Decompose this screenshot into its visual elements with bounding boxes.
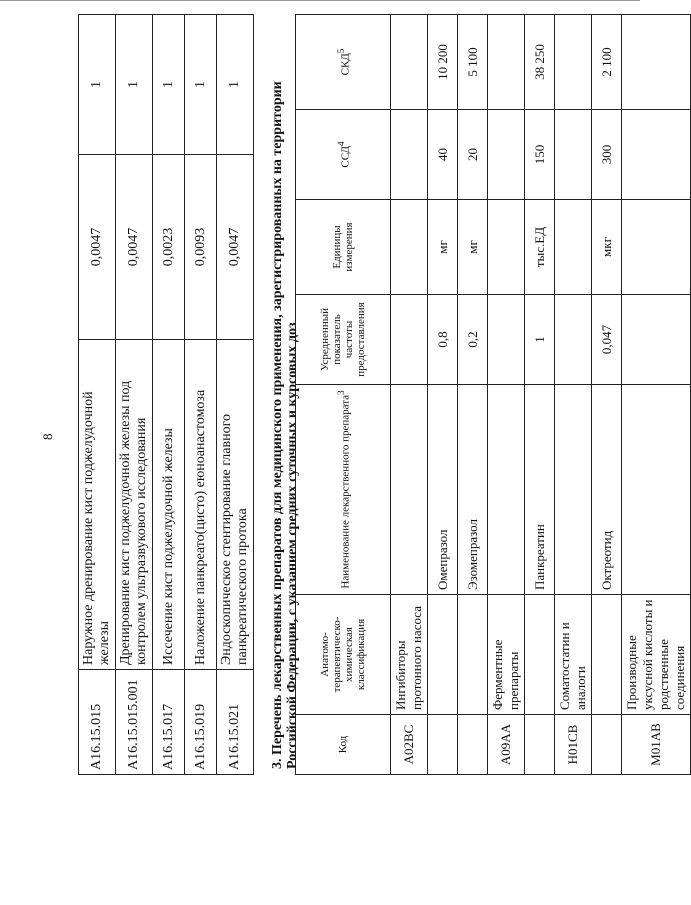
cell-code: M01AB	[622, 715, 691, 775]
header-skd	[296, 15, 391, 110]
cell-skd: 38 250	[525, 15, 555, 110]
cell-drug	[488, 385, 525, 595]
cell-code	[525, 715, 555, 775]
header-skd-label: СКД	[339, 53, 352, 76]
cell-frequency	[488, 295, 525, 385]
cell-atc	[458, 595, 488, 715]
service-frequency: 0,0047	[217, 155, 254, 340]
cell-skd: 5 100	[458, 15, 488, 110]
cell-drug: Панкреатин	[525, 385, 555, 595]
drug-table	[295, 14, 691, 775]
service-multiplicity: 1	[79, 15, 116, 155]
service-code: A16.15.015	[79, 670, 116, 775]
drug-row	[488, 15, 525, 775]
cell-units	[488, 200, 525, 295]
cell-units: тыс.ЕД	[525, 200, 555, 295]
cell-frequency: 0,047	[592, 295, 622, 385]
cell-frequency	[555, 295, 592, 385]
cell-skd: 10 200	[428, 15, 458, 110]
cell-atc: Ферментные препараты	[488, 595, 525, 715]
cell-units	[391, 200, 428, 295]
drug-row	[555, 15, 592, 775]
cell-frequency	[622, 295, 691, 385]
cell-units	[622, 200, 691, 295]
cell-drug	[391, 385, 428, 595]
cell-frequency: 0,8	[428, 295, 458, 385]
service-code: A16.15.017	[153, 670, 185, 775]
cell-drug	[555, 385, 592, 595]
cell-atc: Соматостатин и аналоги	[555, 595, 592, 715]
cell-drug: Октреотид	[592, 385, 622, 595]
drug-row	[428, 15, 458, 775]
cell-drug: Омепразол	[428, 385, 458, 595]
section-heading: 3. Перечень лекарственных препаратов для медицинского применения, зарегистрированных на территории Российской Федерации, с указанием средних суточных и курсовых доз	[270, 81, 300, 769]
header-drug-sup: 3	[335, 390, 346, 395]
service-multiplicity: 1	[217, 15, 254, 155]
cell-ssd: 150	[525, 110, 555, 200]
cell-ssd: 300	[592, 110, 622, 200]
header-code: Код	[296, 715, 391, 775]
service-multiplicity: 1	[185, 15, 217, 155]
cell-skd: 2 100	[592, 15, 622, 110]
cell-units: мкг	[592, 200, 622, 295]
service-frequency: 0,0093	[185, 155, 217, 340]
cell-drug	[622, 385, 691, 595]
cell-skd	[622, 15, 691, 110]
cell-units: мг	[458, 200, 488, 295]
service-row	[153, 15, 185, 775]
service-code: A16.15.019	[185, 670, 217, 775]
header-skd-sup: 5	[335, 48, 346, 54]
cell-code	[592, 715, 622, 775]
cell-frequency	[391, 295, 428, 385]
service-name: Иссечение кист поджелудочной железы	[153, 340, 185, 670]
cell-units: мг	[428, 200, 458, 295]
header-frequency: Усредненный показатель частоты предоставления	[296, 295, 391, 385]
cell-code: A02BC	[391, 715, 428, 775]
cell-units	[555, 200, 592, 295]
header-drug	[296, 385, 391, 595]
cell-code	[428, 715, 458, 775]
service-frequency: 0,0047	[116, 155, 153, 340]
cell-ssd	[555, 110, 592, 200]
cell-drug: Эзомепразол	[458, 385, 488, 595]
cell-ssd	[622, 110, 691, 200]
cell-skd	[555, 15, 592, 110]
service-multiplicity: 1	[153, 15, 185, 155]
header-ssd-label: ССД	[339, 145, 352, 168]
drug-row	[391, 15, 428, 775]
page-number: 8	[40, 433, 55, 440]
service-code: A16.15.021	[217, 670, 254, 775]
drug-table-header-row	[296, 15, 391, 775]
drug-row	[592, 15, 622, 775]
header-drug-label: Наименование лекарственного препарата	[339, 394, 352, 589]
drug-row	[525, 15, 555, 775]
service-frequency: 0,0023	[153, 155, 185, 340]
cell-code: H01CB	[555, 715, 592, 775]
service-name: Наружное дренирование кист поджелудочной железы	[79, 340, 116, 670]
cell-skd	[391, 15, 428, 110]
header-atc: Анатомо-терапевтическо-химическая классификация	[296, 595, 391, 715]
cell-atc	[525, 595, 555, 715]
services-table	[78, 14, 254, 775]
cell-atc: Производные уксусной кислоты и родственные соединения	[622, 595, 691, 715]
service-name: Дренирование кист поджелудочной железы под контролем ультразвукового исследования	[116, 340, 153, 670]
cell-atc: Ингибиторы протонного насоса	[391, 595, 428, 715]
service-row	[217, 15, 254, 775]
cell-frequency: 1	[525, 295, 555, 385]
service-code: A16.15.015.001	[116, 670, 153, 775]
header-ssd	[296, 110, 391, 200]
header-ssd-sup: 4	[335, 141, 346, 146]
service-row	[185, 15, 217, 775]
service-name: Наложение панкреато(цисто) еюноанастомоза	[185, 340, 217, 670]
header-units: Единицы измерения	[296, 200, 391, 295]
service-name: Эндоскопическое стентирование главного панкреатического протока	[217, 340, 254, 670]
cell-ssd	[391, 110, 428, 200]
cell-ssd: 20	[458, 110, 488, 200]
cell-atc	[428, 595, 458, 715]
drug-row	[458, 15, 488, 775]
cell-code: A09AA	[488, 715, 525, 775]
drug-row	[622, 15, 691, 775]
service-row	[79, 15, 116, 775]
cell-frequency: 0,2	[458, 295, 488, 385]
cell-atc	[592, 595, 622, 715]
cell-ssd: 40	[428, 110, 458, 200]
cell-code	[458, 715, 488, 775]
service-row	[116, 15, 153, 775]
cell-skd	[488, 15, 525, 110]
service-frequency: 0,0047	[79, 155, 116, 340]
service-multiplicity: 1	[116, 15, 153, 155]
cell-ssd	[488, 110, 525, 200]
